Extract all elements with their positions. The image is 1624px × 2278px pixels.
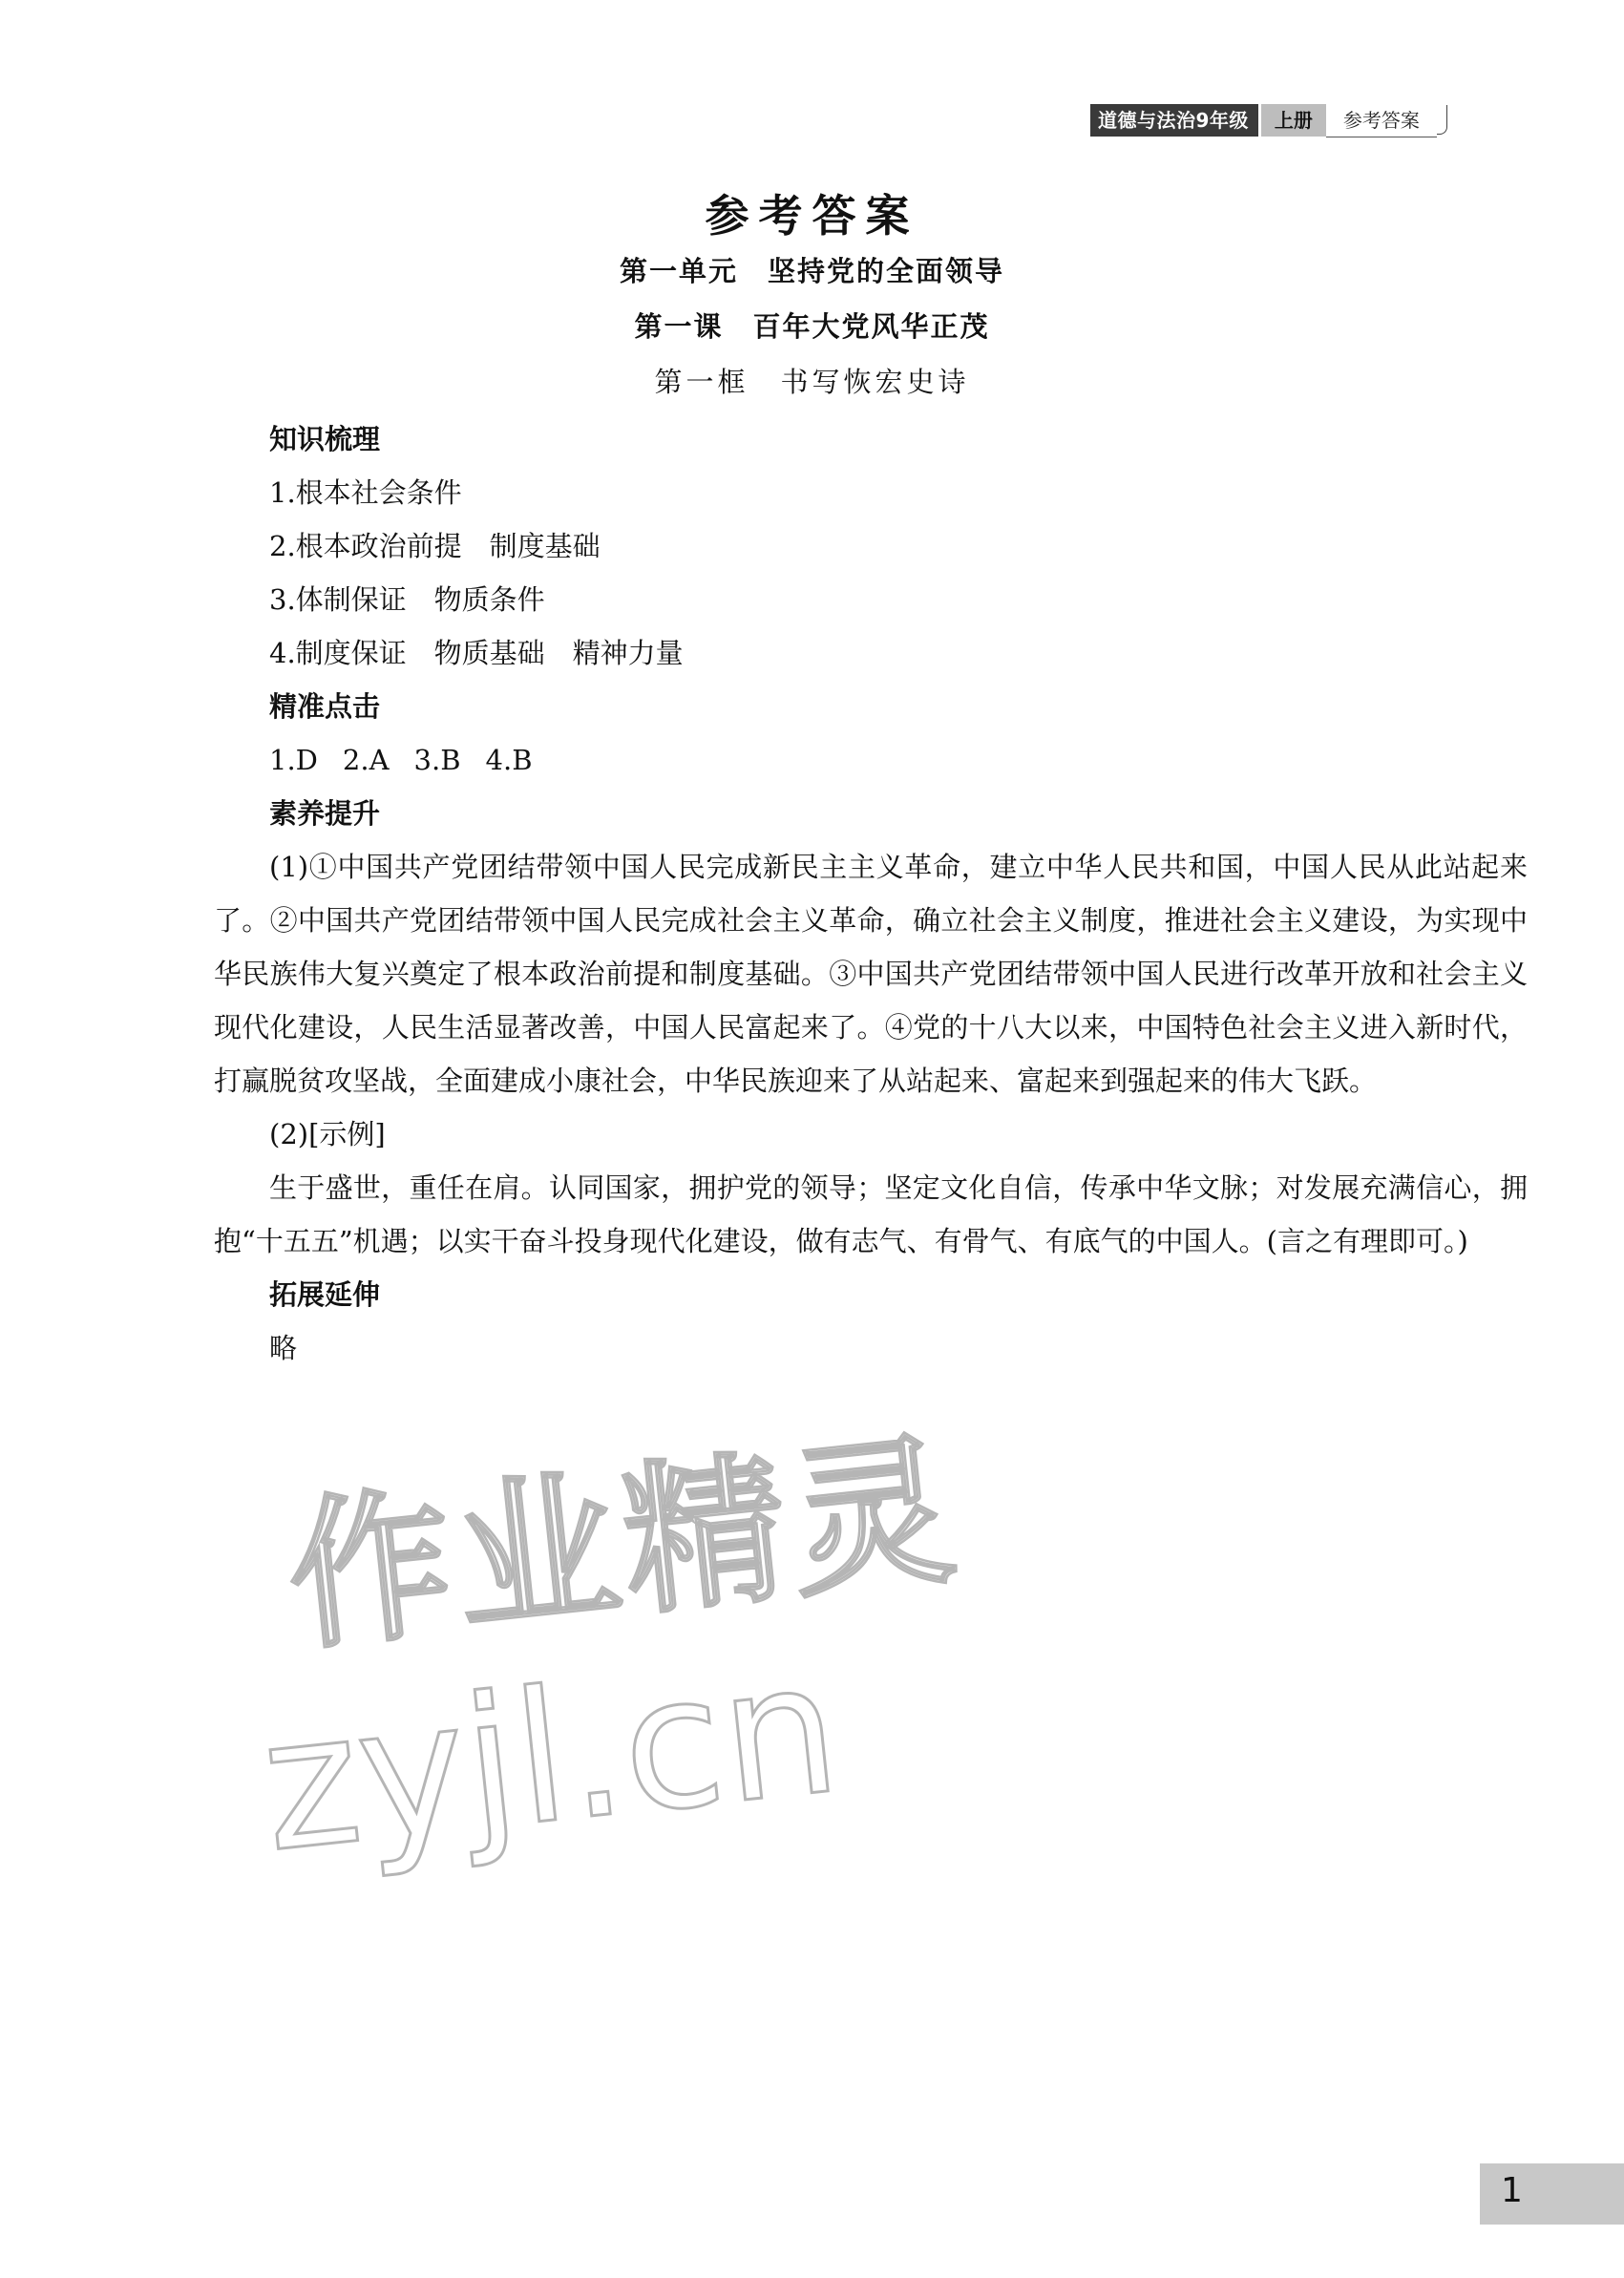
answer-item: 2.A [342, 744, 390, 776]
knowledge-item: 2.根本政治前提 制度基础 [269, 530, 601, 562]
unit-title: 第一单元 坚持党的全面领导 [619, 255, 1004, 287]
page-number: 1 [1501, 2171, 1523, 2210]
running-header [1090, 103, 1447, 137]
literacy-paragraph: (1)①中国共产党团结带领中国人民完成新民主主义革命，建立中华人民共和国，中国人民从此站起来了。②中国共产党团结带领中国人民完成社会主义革命，确立社会主义制度，推进社会主义建设，为实现中华民族伟大复兴奠定了根本政治前提和制度基础。③中国共产党团结带领中国人民进行改革开放和社会主义现代化建设，人民生活显著改善，中国人民富起来了。④党的十八大以来，中国特色社会主义进入新时代，打赢脱贫攻坚战，全面建成小康社会，中华民族迎来了从站起来、富起来到强起来的伟大飞跃。 [214, 851, 1528, 1097]
practice-answers [214, 733, 1528, 787]
page-title: 参考答案 [705, 190, 919, 242]
watermark-url: zyjl.cn [253, 1622, 848, 1892]
literacy-paragraph: 生于盛世，重任在肩。认同国家，拥护党的领导；坚定文化自信，传承中华文脉；对发展充满信心，拥抱“十五五”机遇；以实干奋斗投身现代化建设，做有志气、有骨气、有底气的中国人。(言之有理即可。) [214, 1171, 1528, 1257]
header-section: 参考答案 [1326, 104, 1437, 137]
answer-content [214, 412, 1528, 1375]
lesson-title: 第一课 百年大党风华正茂 [634, 310, 990, 343]
section-heading-knowledge: 知识梳理 [269, 423, 381, 455]
section-heading-practice: 精准点击 [269, 690, 381, 723]
answer-item: 3.B [413, 744, 461, 776]
frame-title: 第一框 书写恢宏史诗 [654, 366, 970, 398]
section-heading-extension: 拓展延伸 [269, 1278, 381, 1311]
extension-text: 略 [269, 1332, 298, 1364]
answer-item: 1.D [269, 744, 318, 776]
literacy-paragraph: (2)[示例] [269, 1118, 386, 1150]
knowledge-item: 1.根本社会条件 [269, 476, 462, 509]
watermark-logo: 作业精灵 [280, 1415, 969, 1675]
section-heading-literacy: 素养提升 [269, 797, 381, 830]
answer-item: 4.B [485, 744, 533, 776]
knowledge-item: 4.制度保证 物质基础 精神力量 [269, 637, 684, 669]
knowledge-item: 3.体制保证 物质条件 [269, 583, 545, 616]
header-end-mark [1437, 105, 1447, 135]
header-volume: 上册 [1261, 104, 1326, 137]
page-number-tab [1480, 2163, 1624, 2225]
header-subject: 道德与法治9年级 [1090, 104, 1258, 137]
